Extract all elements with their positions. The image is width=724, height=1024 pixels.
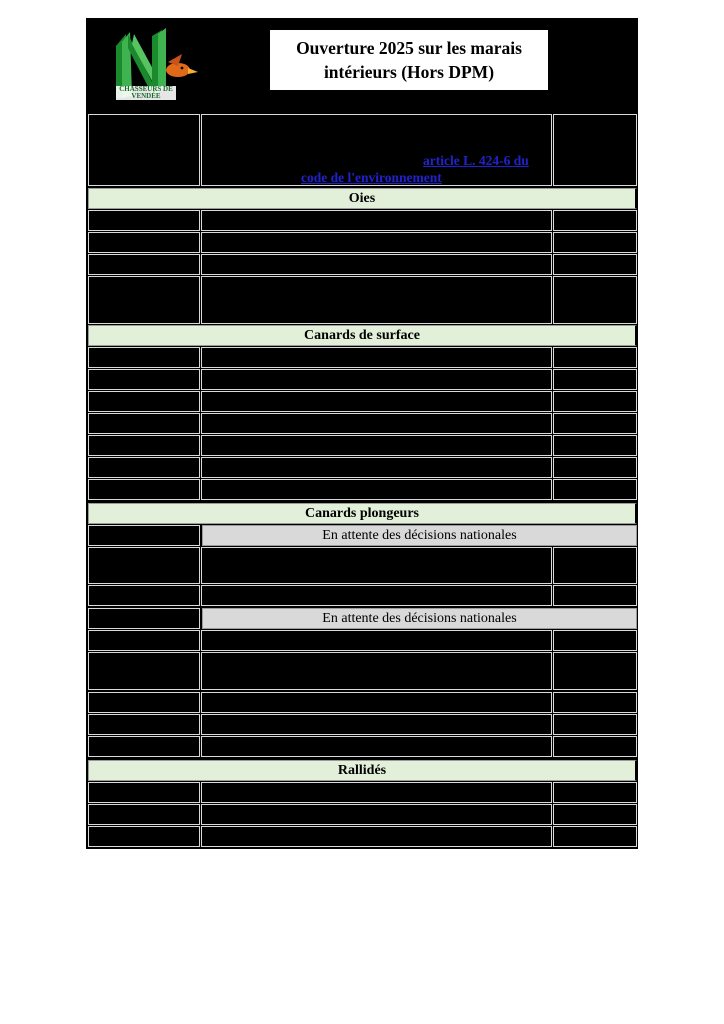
table-row xyxy=(553,276,637,324)
table-row xyxy=(553,692,637,713)
table-row xyxy=(201,232,552,253)
page-title: Ouverture 2025 sur les marais intérieurs (Hors DPM) xyxy=(270,30,548,90)
header xyxy=(86,18,638,112)
table-row xyxy=(553,435,637,456)
table-row xyxy=(201,826,552,847)
table-row xyxy=(553,547,637,584)
table-row xyxy=(553,391,637,412)
table-row xyxy=(88,547,200,584)
table-row xyxy=(88,692,200,713)
table-row xyxy=(201,804,552,825)
table-row xyxy=(201,254,552,275)
table-row xyxy=(88,630,200,651)
section-canards-plongeurs: Canards plongeurs xyxy=(88,503,637,524)
table-row xyxy=(88,525,200,546)
table-row xyxy=(88,826,200,847)
section-rallides: Rallidés xyxy=(88,760,637,781)
pending-decision-note: En attente des décisions nationales xyxy=(202,608,637,629)
table-row xyxy=(553,630,637,651)
table-row xyxy=(88,652,200,690)
table-row xyxy=(201,652,552,690)
table-row xyxy=(88,391,200,412)
table-row xyxy=(201,736,552,757)
table-row xyxy=(553,413,637,434)
table-row xyxy=(553,652,637,690)
table-row xyxy=(201,457,552,478)
table-row xyxy=(201,435,552,456)
table-row xyxy=(201,210,552,231)
table-row xyxy=(553,369,637,390)
table-row xyxy=(553,457,637,478)
intro-col-1 xyxy=(88,114,200,186)
table-row xyxy=(553,585,637,606)
table-row xyxy=(553,782,637,803)
intro-col-3 xyxy=(553,114,637,186)
duck-icon xyxy=(166,54,198,77)
table-row xyxy=(201,347,552,368)
table-row xyxy=(88,232,200,253)
pending-decision-note: En attente des décisions nationales xyxy=(202,525,637,546)
table-row xyxy=(88,347,200,368)
table-row xyxy=(553,714,637,735)
table-row xyxy=(201,585,552,606)
table-row xyxy=(553,347,637,368)
table-row xyxy=(553,210,637,231)
table-row xyxy=(201,547,552,584)
table-row xyxy=(88,585,200,606)
table-row xyxy=(201,630,552,651)
table-row xyxy=(201,479,552,500)
table-row xyxy=(88,369,200,390)
table-row xyxy=(201,714,552,735)
table-row xyxy=(88,435,200,456)
article-link[interactable]: article L. 424-6 du xyxy=(423,153,529,168)
table-row xyxy=(88,714,200,735)
table-row xyxy=(553,804,637,825)
table-row xyxy=(553,736,637,757)
regulation-sheet xyxy=(86,18,638,849)
table-row xyxy=(88,457,200,478)
section-oies: Oies xyxy=(88,188,637,209)
table-row xyxy=(201,692,552,713)
table-row xyxy=(88,413,200,434)
table-row xyxy=(201,369,552,390)
table-row xyxy=(88,479,200,500)
table-row xyxy=(201,413,552,434)
table-row xyxy=(88,254,200,275)
table-row xyxy=(88,210,200,231)
table-row xyxy=(201,276,552,324)
table-row xyxy=(553,232,637,253)
table-row xyxy=(88,736,200,757)
table-row xyxy=(553,254,637,275)
table-row xyxy=(88,276,200,324)
table-row xyxy=(88,782,200,803)
code-environnement-link[interactable]: code de l'environnement xyxy=(301,170,442,185)
logo-text: CHASSEURS DE VENDÉE xyxy=(119,85,173,100)
table-row xyxy=(201,782,552,803)
table-row xyxy=(553,479,637,500)
table-row xyxy=(201,391,552,412)
table-row xyxy=(88,804,200,825)
table-row xyxy=(553,826,637,847)
table-row xyxy=(88,608,200,629)
section-canards-surface: Canards de surface xyxy=(88,325,637,346)
